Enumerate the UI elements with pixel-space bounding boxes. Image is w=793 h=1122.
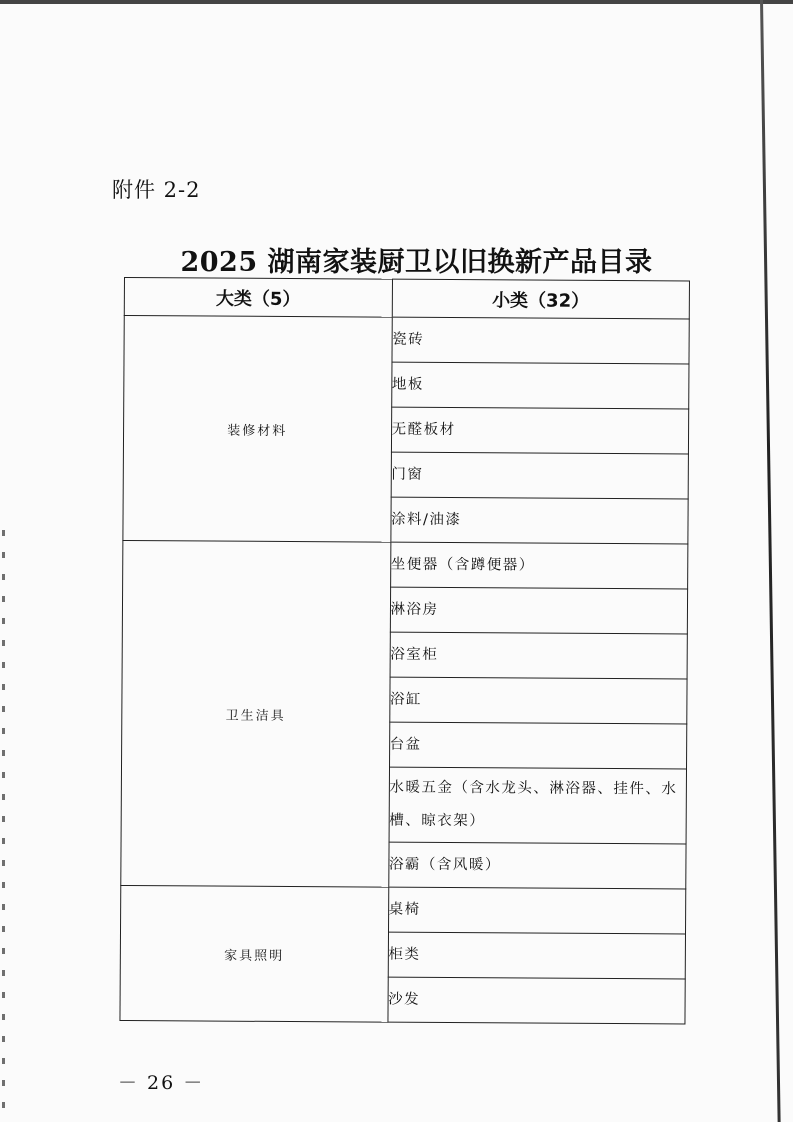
minor-category-cell: 无醛板材	[391, 407, 689, 454]
minor-category-cell: 涂料/油漆	[390, 497, 688, 544]
minor-category-cell: 瓷砖	[392, 317, 690, 364]
scan-edge-top	[0, 0, 793, 4]
header-major-category: 大类（5）	[124, 278, 392, 318]
minor-category-cell: 浴室柜	[390, 632, 688, 679]
minor-category-cell: 淋浴房	[390, 587, 688, 634]
scan-edge-right	[760, 0, 781, 1122]
minor-category-cell: 浴霸（含风暖）	[388, 842, 686, 889]
major-category-cell: 家具照明	[120, 885, 388, 1022]
table-row	[124, 316, 689, 364]
minor-category-cell: 坐便器（含蹲便器）	[390, 542, 688, 589]
minor-category-cell: 门窗	[391, 452, 689, 499]
minor-category-cell: 浴缸	[389, 677, 687, 724]
major-category-cell: 装修材料	[123, 316, 392, 543]
minor-category-cell: 桌椅	[388, 887, 686, 934]
attachment-label: 附件 2-2	[112, 178, 201, 202]
minor-category-cell: 沙发	[388, 977, 686, 1024]
product-catalog-table	[119, 277, 690, 1024]
major-category-cell: 卫生洁具	[121, 540, 391, 887]
minor-category-cell: 柜类	[388, 932, 686, 979]
page-number: － 26 －	[118, 1072, 205, 1094]
table-row	[121, 885, 686, 933]
minor-category-cell: 台盆	[389, 722, 687, 769]
scan-edge-left	[2, 530, 5, 1120]
minor-category-cell: 水暖五金（含水龙头、淋浴器、挂件、水槽、晾衣架）	[389, 767, 687, 844]
header-minor-category: 小类（32）	[392, 279, 690, 319]
document-title: 2025 湖南家装厨卫以旧换新产品目录	[180, 247, 653, 278]
table-header-row	[124, 278, 689, 319]
table-row	[123, 540, 688, 588]
minor-category-cell: 地板	[391, 362, 689, 409]
